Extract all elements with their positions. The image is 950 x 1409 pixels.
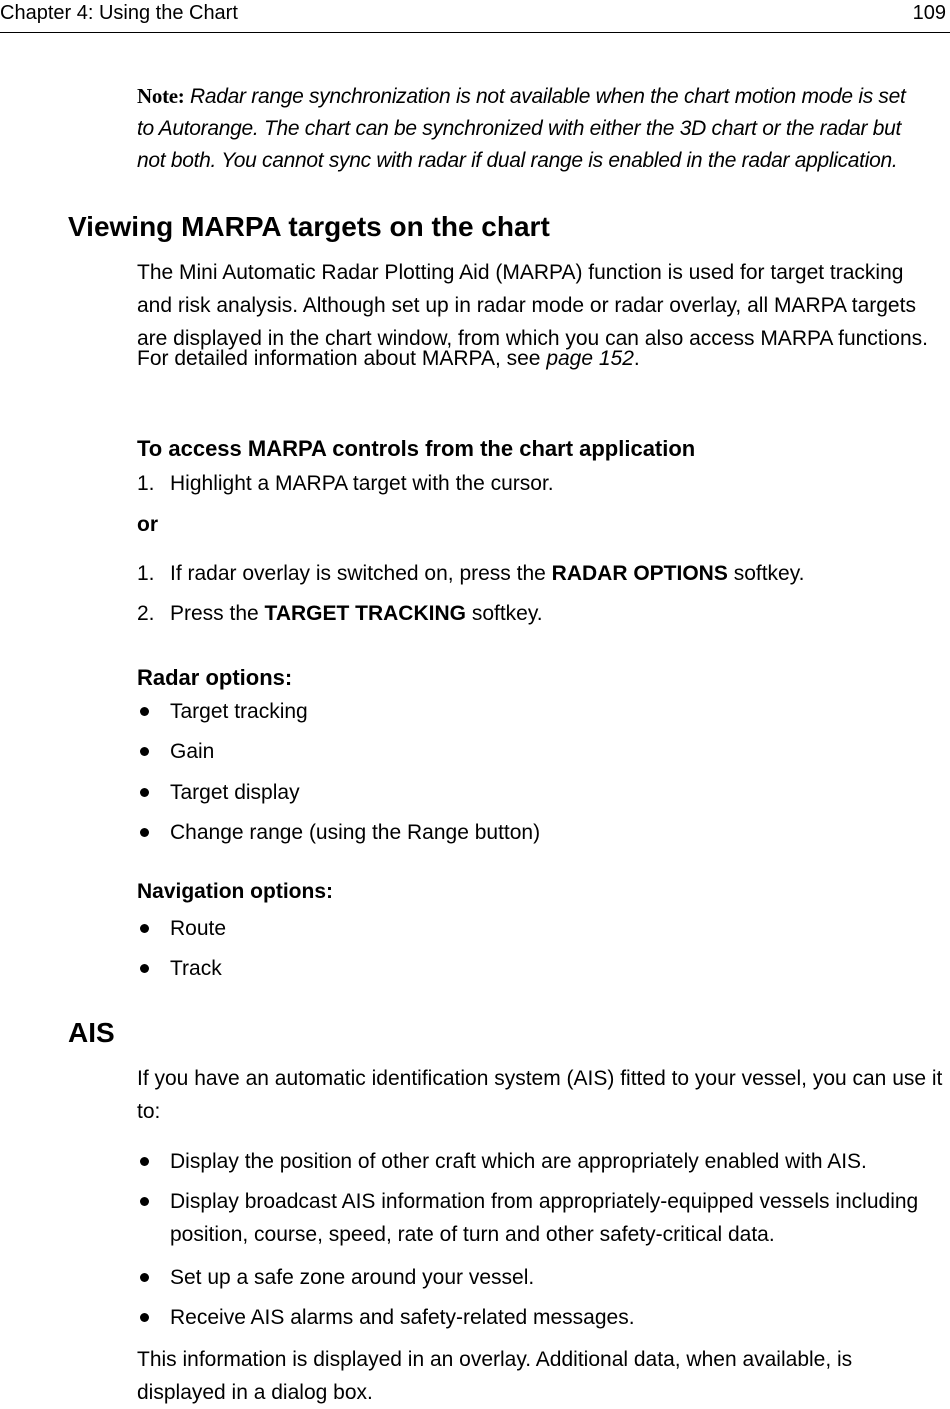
bullet-icon [140, 1273, 149, 1282]
page-link[interactable]: page 152 [546, 347, 634, 370]
radar-option-item: Gain [170, 740, 215, 763]
softkey-target-tracking: TARGET TRACKING [264, 602, 466, 625]
navigation-option-item: Route [170, 917, 227, 940]
step-text-prefix: Press the [170, 602, 265, 625]
bullet-icon [140, 828, 149, 837]
radar-options-heading: Radar options: [137, 665, 293, 690]
step-b2 [137, 602, 543, 626]
step-text-suffix: softkey. [465, 602, 543, 625]
marpa-detail-prefix: For detailed information about MARPA, see [137, 347, 547, 370]
bullet-icon [140, 1157, 149, 1166]
bullet-icon [140, 924, 149, 933]
step-text-suffix: softkey. [727, 562, 805, 585]
bullet-icon [140, 747, 149, 756]
ais-intro-line-1: If you have an automatic identification system (AIS) fitted to your vessel, you can use it [137, 1067, 943, 1090]
ais-bullet-item [170, 1185, 918, 1251]
page-number: 109 [912, 2, 946, 24]
step-number: 1. [137, 562, 155, 585]
navigation-options-heading: Navigation options: [137, 880, 333, 903]
header-rule [0, 32, 950, 33]
step-number: 1. [137, 472, 155, 495]
ais-intro [137, 1062, 942, 1128]
marpa-heading: Viewing MARPA targets on the chart [68, 211, 550, 242]
bullet-icon [140, 964, 149, 973]
note-label: Note: [137, 84, 185, 108]
running-head-chapter-title: Chapter 4: Using the Chart [0, 2, 238, 24]
ais-heading: AIS [68, 1017, 115, 1048]
marpa-intro-line-1: The Mini Automatic Radar Plotting Aid (MARPA) function is used for target tracking [137, 261, 904, 284]
bullet-icon [140, 1313, 149, 1322]
marpa-detail-suffix: . [633, 347, 640, 370]
radar-option-item: Target tracking [170, 700, 308, 723]
radar-option-item: Change range (using the Range button) [170, 821, 541, 844]
marpa-intro [137, 256, 928, 355]
ais-bullet-line-1: Display broadcast AIS information from appropriately-equipped vessels including [170, 1190, 919, 1213]
bullet-icon [140, 788, 149, 797]
note-text-line-3: not both. You cannot sync with radar if dual range is enabled in the radar application. [137, 149, 898, 172]
ais-outro-line-1: This information is displayed in an overlay. Additional data, when available, is [137, 1348, 853, 1371]
step-number: 2. [137, 602, 155, 625]
step-text: Highlight a MARPA target with the cursor. [170, 472, 554, 495]
radar-option-item: Target display [170, 781, 300, 804]
marpa-detail-ref [137, 342, 640, 375]
ais-outro-line-2: displayed in a dialog box. [137, 1381, 373, 1404]
marpa-intro-line-3: are displayed in the chart window, from which you can also access MARPA functions. [137, 327, 928, 350]
procedure-heading: To access MARPA controls from the chart application [137, 436, 696, 461]
softkey-radar-options: RADAR OPTIONS [551, 562, 728, 585]
ais-intro-line-2: to: [137, 1100, 161, 1123]
ais-bullet-line-2: position, course, speed, rate of turn and other safety-critical data. [170, 1223, 775, 1246]
ais-bullet-item: Set up a safe zone around your vessel. [170, 1266, 535, 1289]
ais-bullet-item: Receive AIS alarms and safety-related messages. [170, 1306, 635, 1329]
note-text-line-2: to Autorange. The chart can be synchronized with either the 3D chart or the radar but [137, 117, 902, 140]
ais-outro [137, 1343, 852, 1409]
note-block [137, 80, 906, 177]
note-text-line-1: Radar range synchronization is not available when the chart motion mode is set [190, 85, 906, 108]
navigation-option-item: Track [170, 957, 222, 980]
step-text-prefix: If radar overlay is switched on, press the [170, 562, 552, 585]
step-b1 [137, 562, 805, 586]
marpa-intro-line-2: and risk analysis. Although set up in radar mode or radar overlay, all MARPA targets [137, 294, 916, 317]
bullet-icon [140, 707, 149, 716]
or-label: or [137, 513, 158, 536]
bullet-icon [140, 1197, 149, 1206]
ais-bullet-item: Display the position of other craft which are appropriately enabled with AIS. [170, 1150, 867, 1173]
step-a1 [137, 472, 554, 496]
